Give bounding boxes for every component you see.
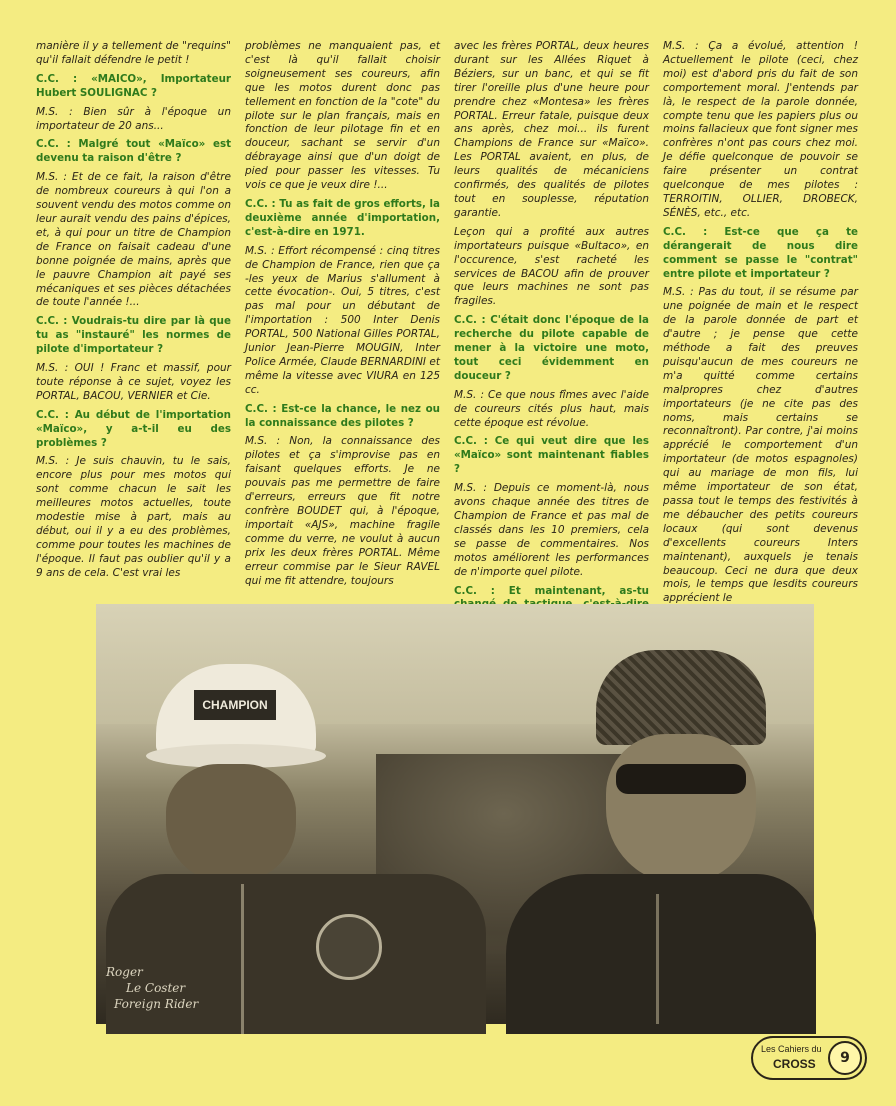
rider-face <box>166 764 296 884</box>
interviewer-question: C.C. : Au début de l'importation «Maïco», y a-t-il eu des problèmes ? <box>36 408 231 449</box>
signature-line-1: Roger <box>106 965 143 979</box>
column-1 <box>36 40 231 600</box>
interviewee-answer: M.S. : Pas du tout, il se résume par une poignée de main et le respect de la parole donnée de part et d'autre ; je pense que cette méthode a fait des preuves puisqu'aucun de mes coureurs ne m'a quitté comme certains malpropres chez d'autres importateurs (je ne cite pas des noms, mais certains se reconnaîtront). Par contre, j'ai moins apprécié le comportement d'un importateur (de motos espagnoles) qui au mariage de mon fils, lui même importateur de son état, passa tout le temps des festivités à me débaucher des petits coureurs locaux (qui sont devenus d'excellents coureurs Inters maintenant), auxquels je tenais beaucoup. Ceci ne dura que deux mois, le temps que lesdits coureurs apprécient le <box>663 286 858 605</box>
photo-signature <box>106 964 198 1012</box>
interviewee-answer: M.S. : Ce que nous fîmes avec l'aide de coureurs cités plus haut, mais cette époque est révolue. <box>454 388 649 429</box>
interviewee-answer: Leçon qui a profité aux autres importateurs puisque «Bultaco», en l'occurence, s'est racheté les services de BACOU afin de prouver que leurs machines ne sont pas fragiles. <box>454 225 649 308</box>
interviewee-answer: manière il y a tellement de "requins" qu'il fallait défendre le petit ! <box>36 40 231 66</box>
interviewer-question: C.C. : Malgré tout «Maïco» est devenu ta raison d'être ? <box>36 138 231 165</box>
interviewer-question: C.C. : Et maintenant, as-tu <box>454 584 649 597</box>
page-number: 9 <box>828 1041 862 1075</box>
interviewee-answer: M.S. : OUI ! Franc et massif, pour toute réponse à ce sujet, voyez les PORTAL, BACOU, VERNIER et Cie. <box>36 362 231 402</box>
checked-hat <box>596 650 766 745</box>
signature-line-3: Foreign Rider <box>114 997 199 1011</box>
interviewee-answer: M.S. : Bien sûr à l'époque un importateur de 20 ans... <box>36 105 231 132</box>
interviewer-question: C.C. : «MAICO», Importateur Hubert SOULIGNAC ? <box>36 72 231 99</box>
interviewee-answer: problèmes ne manquaient pas, et c'est là qu'il fallait choisir soigneusement ses coureurs, afin que les motos durent donc pas tellement en fonction de la "cote" du pilote sur le plan français, mais en fonction de leur pilotage fin et en douceur, sachant se servir d'un débrayage ainsi que d'un doigt de pied pour passer les vitesses. Tu vois ce que je veux dire !... <box>245 40 440 192</box>
column-4 <box>663 40 858 605</box>
column-2 <box>245 40 440 600</box>
interviewee-answer: M.S. : Non, la connaissance des pilotes et ça s'improvise pas en faisant quelques efforts. Je ne pouvais pas me permettre de faire d'erreurs, erreurs que fit notre confrère BOUDET qui, à l'époque, importait «AJS», machine fragile comme du verre, ne voulut à aucun prix les deux frères PORTAL. Même erreur commise par le Sieur RAVEL qui me fit attendre, toujours <box>245 435 440 587</box>
jacket-crest-icon <box>316 914 382 980</box>
logo-line-1: Les Cahiers du <box>761 1044 822 1054</box>
importer-face <box>606 734 756 884</box>
cap-badge: CHAMPION <box>194 690 276 720</box>
interviewee-answer: avec les frères PORTAL, deux heures durant sur les Allées Riquet à Béziers, sur un banc, et qui se fit tirer l'oreille plus d'une heure pour prendre chez «Montesa» les frères PORTAL. Erreur fatale, puisque deux ans après, chez moi... ils furent Champions de France sur «Maïco». Les PORTAL avaient, en plus, de leurs qualités de mécaniciens confirmés, des qualités de pilotes tout en souplesse, réputation garantie. <box>454 40 649 219</box>
jacket-zip <box>241 884 244 1034</box>
sunglasses-icon <box>616 764 746 794</box>
interviewee-answer: M.S. : Effort récompensé : cinq titres de Champion de France, rien que ça -les yeux de Marius s'allument à cette évocation-. Oui, 5 titres, c'est pas mal pour un débutant de l'importation : 500 Inter Denis PORTAL, 500 National Gilles PORTAL, Junior Jean-Pierre MOUGIN, Inter Police Armée, Claude BERNARDINI et même la vitesse avec VIURA en 125 cc. <box>245 244 440 396</box>
signature-line-2: Le Coster <box>126 981 186 995</box>
interviewer-question: C.C. : Voudrais-tu dire par là que tu as "instauré" les normes de pilote d'importateur ? <box>36 315 231 356</box>
interviewer-question: C.C. : Ce qui veut dire que les «Maïco» sont maintenant fiables ? <box>454 435 649 476</box>
interviewer-question: C.C. : Est-ce la chance, le nez ou la connaissance des pilotes ? <box>245 402 440 429</box>
interviewer-question: C.C. : Est-ce que ça te dérangerait de nous dire comment se passe le "contrat" entre pilote et importateur ? <box>663 225 858 280</box>
article-columns <box>36 40 858 605</box>
interviewer-question: C.C. : Tu as fait de gros efforts, la deuxième année d'importation, c'est-à-dire en 1971. <box>245 197 440 238</box>
rider-figure <box>106 644 496 1024</box>
magazine-logo <box>751 1036 867 1080</box>
importer-coat <box>506 874 816 1034</box>
interviewee-answer: M.S. : Je suis chauvin, tu le sais, encore plus pour mes motos qui sont comme chacun le sait les meilleures motos actuelles, toute modestie mise à part, mais au début, oui il y a eu des problèmes, comme pour toutes les machines de l'époque. Il faut pas oublier qu'il y a 9 ans de cela. C'est vrai les <box>36 455 231 579</box>
interview-photo <box>96 604 814 1024</box>
interviewee-answer: M.S. : Ça a évolué, attention ! Actuellement le pilote (ceci, chez moi) est d'abord pris du fait de son comportement moral. J'entends par là, le respect de la parole donnée, compte tenu que les papiers plus ou moins fallacieux que font signer mes confrères n'ont pas cours chez moi. Je défie quelconque de pouvoir se faire présenter un contrat quelconque de mes pilotes : TERROITIN, OLLIER, DROBECK, SÉNÈS, etc., etc. <box>663 40 858 219</box>
importer-figure <box>496 644 814 1024</box>
interviewer-question: C.C. : C'était donc l'époque de la recherche du pilote capable de mener à la victoire une moto, tout ceci évidemment en douceur ? <box>454 314 649 382</box>
logo-line-2: CROSS <box>773 1057 816 1071</box>
coat-zip <box>656 894 659 1024</box>
column-3 <box>454 40 649 600</box>
interviewee-answer: M.S. : Et de ce fait, la raison d'être de nombreux coureurs à qui l'on a souvent vendu des motos comme on leur aurait vendu des pains d'épices, et, à qui pour un titre de Champion de France on faisait cadeau d'une bonne poignée de mains, après que le pauvre Champion ait payé ses mécaniques et ses pièces détachées de toute l'année !... <box>36 171 231 309</box>
interviewee-answer: M.S. : Depuis ce moment-là, nous avons chaque année des titres de Champion de France et pas mal de classés dans les 10 premiers, cela se passe de commentaires. Nos motos améliorent les performances de n'importe quel pilote. <box>454 482 649 578</box>
